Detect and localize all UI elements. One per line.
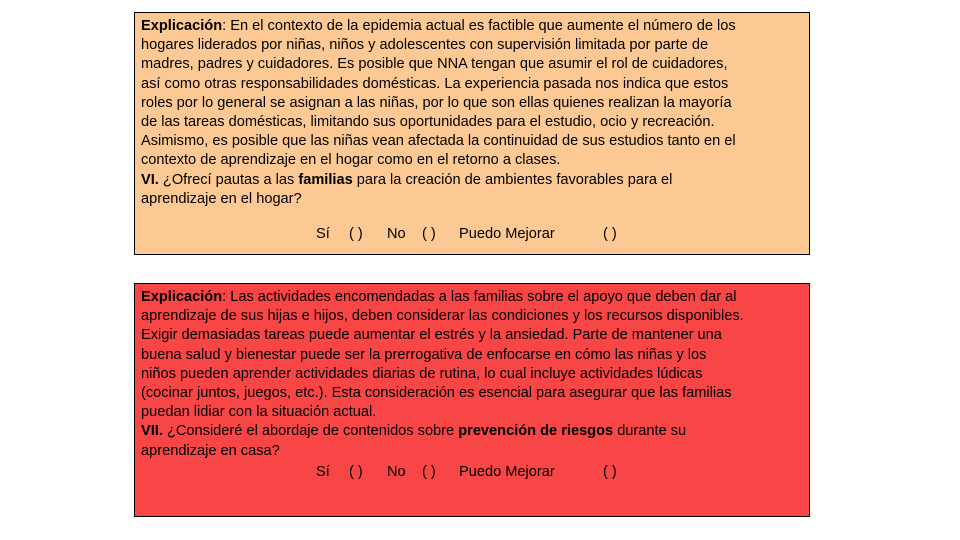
explanation-line: (cocinar juntos, juegos, etc.). Esta consideración es esencial para asegurar que las familias [141,385,732,402]
option-puedo-mejorar-checkbox[interactable]: ( ) [603,463,617,480]
explanation-label: Explicación [141,18,223,34]
explanation-line: contexto de aprendizaje en el hogar como en el retorno a clases. [141,152,561,169]
explanation-line: puedan lidiar con la situación actual. [141,404,377,421]
section-vi-box [134,12,810,255]
explanation-line: Exigir demasiadas tareas puede aumentar el estrés y la ansiedad. Parte de mantener una [141,327,722,344]
explanation-line: buena salud y bienestar puede ser la prerrogativa de enfocarse en cómo las niñas y los [141,346,707,363]
option-no-checkbox[interactable]: ( ) [422,463,436,480]
option-puedo-mejorar-label: Puedo Mejorar [459,463,555,480]
option-puedo-mejorar-label: Puedo Mejorar [459,226,555,243]
question-vi-line2: aprendizaje en el hogar? [141,190,302,207]
explanation-line: Explicación: Las actividades encomendadas a las familias sobre el apoyo que deben dar al [141,289,737,305]
question-vii-line2: aprendizaje en casa? [141,442,280,459]
question-vii: VII. ¿Consideré el abordaje de contenidos sobre prevención de riesgos durante su [141,423,687,440]
answer-options [141,225,803,247]
explanation-line: así como otras responsabilidades domésticas. La experiencia pasada nos indica que estos [141,75,729,92]
question-vi: VI. ¿Ofrecí pautas a las familias para la creación de ambientes favorables para el [141,171,673,188]
explanation-line: hogares liderados por niñas, niños y adolescentes con supervisión limitada por parte de [141,37,709,54]
question-highlight: prevención de riesgos [458,423,614,440]
option-no-checkbox[interactable]: ( ) [422,226,436,243]
option-puedo-mejorar-checkbox[interactable]: ( ) [603,226,617,243]
explanation-line: madres, padres y cuidadores. Es posible que NNA tengan que asumir el rol de cuidadores, [141,56,728,73]
explanation-line: Explicación: En el contexto de la epidemia actual es factible que aumente el número de los [141,18,736,34]
question-highlight: familias [298,171,353,188]
explanation-line: aprendizaje de sus hijas e hijos, deben considerar las condiciones y los recursos disponibles. [141,308,744,325]
explanation-line: Asimismo, es posible que las niñas vean afectada la continuidad de sus estudios tanto en el [141,133,736,150]
section-vii-box [134,283,810,517]
option-si-label: Sí [316,226,330,243]
option-si-checkbox[interactable]: ( ) [349,463,363,480]
explanation-line: de las tareas domésticas, limitando sus oportunidades para el estudio, ocio y recreación. [141,114,715,131]
explanation-line: niños pueden aprender actividades diarias de rutina, lo cual incluye actividades lúdicas [141,365,703,382]
option-si-label: Sí [316,463,330,480]
option-no-label: No [387,463,406,480]
explanation-label: Explicación [141,289,223,305]
question-number: VII. [141,423,163,440]
answer-options [141,463,803,485]
option-si-checkbox[interactable]: ( ) [349,226,363,243]
option-no-label: No [387,226,406,243]
question-number: VI. [141,171,159,188]
explanation-line: roles por lo general se asignan a las niñas, por lo que son ellas quienes realizan la mayoría [141,94,732,111]
